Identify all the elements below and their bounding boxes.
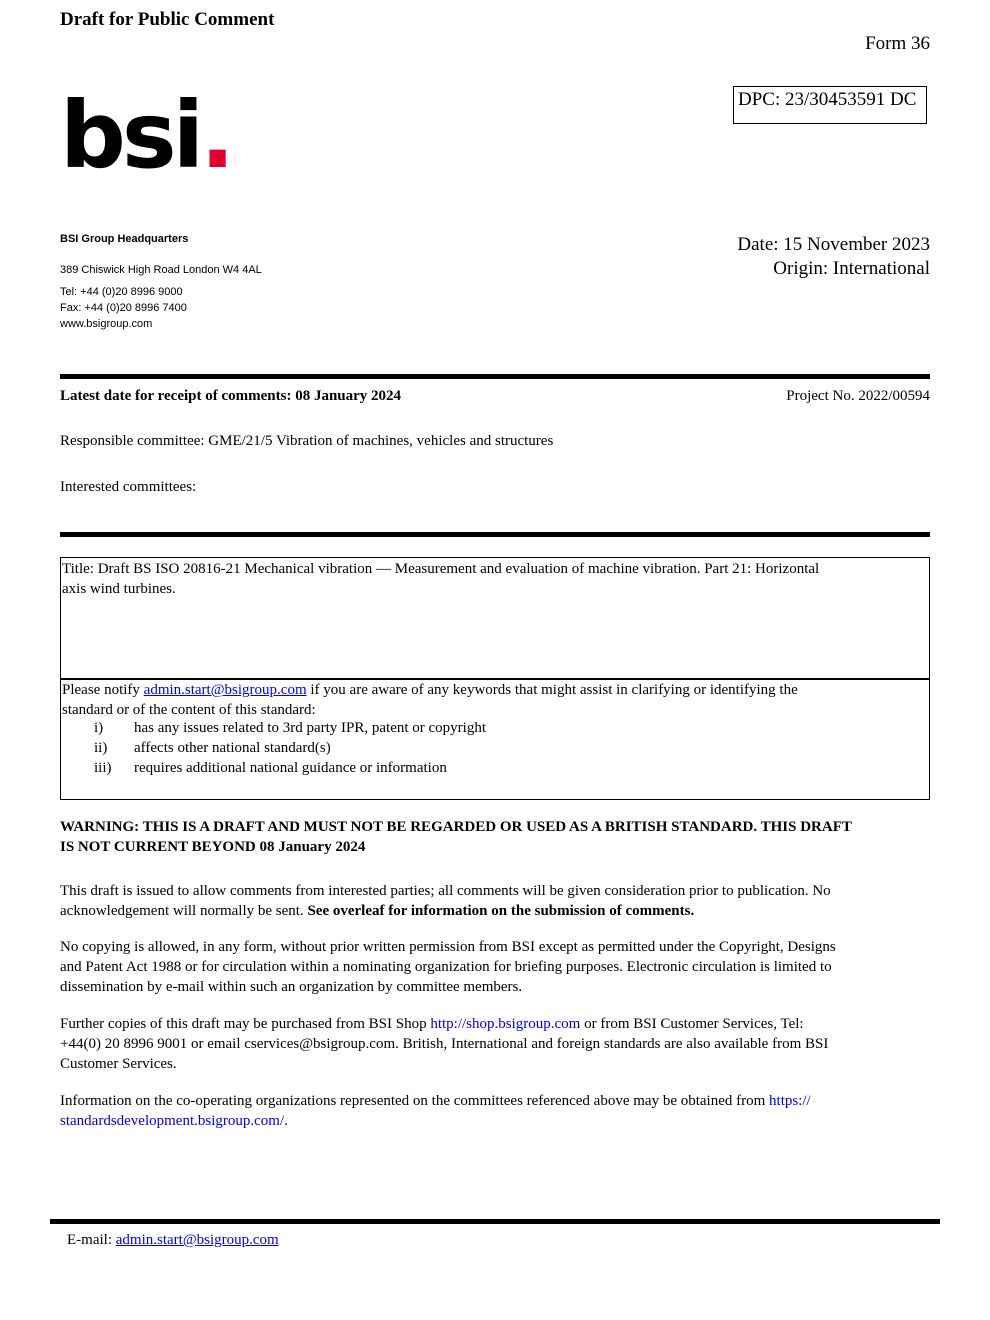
divider-middle <box>60 532 930 537</box>
notify-prefix: Please notify <box>62 682 144 698</box>
paragraph-text: Further copies of this draft may be purchased from BSI Shop <box>60 1016 431 1032</box>
hq-fax: Fax: +44 (0)20 8996 7400 <box>60 302 187 314</box>
bsi-shop-link[interactable]: http://shop.bsigroup.com <box>430 1016 581 1032</box>
warning-line-2: IS NOT CURRENT BEYOND 08 January 2024 <box>60 839 366 855</box>
hq-web: www.bsigroup.com <box>60 318 153 330</box>
notify-line-1 <box>62 680 798 700</box>
notify-suffix: if you are aware of any keywords that might assist in clarifying or identifying the <box>306 682 798 698</box>
dpc-ref-box <box>733 86 927 124</box>
paragraph-line: No copying is allowed, in any form, without prior written permission from BSI except as permitted under the Copyright, Designs <box>60 939 836 955</box>
paragraph-line <box>60 1111 932 1131</box>
notify-email-link[interactable]: admin.start@bsigroup.com <box>143 682 307 698</box>
see-overleaf-text: See overleaf for information on the submission of comments. <box>307 903 695 919</box>
notify-item-number: iii) <box>94 760 112 776</box>
title-line-1: Title: Draft BS ISO 20816-21 Mechanical vibration — Measurement and evaluation of machine vibration. Part 21: Horizontal <box>62 561 820 577</box>
standards-development-link-part2[interactable]: standardsdevelopment.bsigroup.com/ <box>60 1113 285 1129</box>
doc-date: Date: 15 November 2023 <box>737 234 930 255</box>
title-line-2: axis wind turbines. <box>62 581 176 597</box>
paragraph-line: Customer Services. <box>60 1056 177 1072</box>
notify-item-text: affects other national standard(s) <box>134 740 331 756</box>
bsi-logo-dot: . <box>200 82 232 189</box>
notify-item-number: i) <box>94 720 104 736</box>
footer-email-link[interactable]: admin.start@bsigroup.com <box>115 1232 279 1248</box>
warning-text <box>60 817 932 857</box>
hq-address: 389 Chiswick High Road London W4 4AL <box>60 264 262 276</box>
form-label: Form 36 <box>865 33 930 54</box>
hq-tel: Tel: +44 (0)20 8996 9000 <box>60 286 183 298</box>
paragraph-line: +44(0) 20 8996 9001 or email cservices@bsigroup.com. British, International and foreign standards are also available from BSI <box>60 1036 829 1052</box>
paragraph-organizations <box>60 1091 932 1131</box>
warning-line-1: WARNING: THIS IS A DRAFT AND MUST NOT BE REGARDED OR USED AS A BRITISH STANDARD. THIS DRAFT <box>60 819 852 835</box>
paragraph-line: and Patent Act 1988 or for circulation within a nominating organization for briefing purposes. Electronic circulation is limited to <box>60 959 832 975</box>
bsi-logo <box>60 82 232 189</box>
hq-name: BSI Group Headquarters <box>60 233 189 245</box>
latest-comment-date: Latest date for receipt of comments: 08 January 2024 <box>60 388 402 404</box>
divider-top <box>60 374 930 379</box>
project-number: Project No. 2022/00594 <box>786 388 930 404</box>
paragraph-text: . <box>284 1113 288 1129</box>
paragraph-line <box>60 901 932 921</box>
notify-line-2: standard or of the content of this standard: <box>62 702 316 718</box>
paragraph-line: This draft is issued to allow comments from interested parties; all comments will be given consideration prior to publication. No <box>60 883 831 899</box>
standards-development-link-part1[interactable]: https:// <box>769 1093 811 1109</box>
doc-origin: Origin: International <box>773 258 930 279</box>
paragraph-copyright <box>60 937 932 997</box>
paragraph-issue <box>60 881 932 921</box>
paragraph-text: acknowledgement will normally be sent. <box>60 903 308 919</box>
paragraph-line <box>60 1014 932 1034</box>
footer-email-label: E-mail: <box>67 1232 116 1248</box>
paragraph-copies <box>60 1014 932 1074</box>
paragraph-text: Information on the co-operating organizations represented on the committees referenced above may be obtained from <box>60 1093 770 1109</box>
divider-footer <box>50 1219 940 1224</box>
notify-item-text: has any issues related to 3rd party IPR, patent or copyright <box>134 720 487 736</box>
footer-email <box>67 1232 279 1249</box>
notify-item-number: ii) <box>94 740 108 756</box>
paragraph-text: or from BSI Customer Services, Tel: <box>580 1016 804 1032</box>
notify-box <box>60 678 930 800</box>
paragraph-line: dissemination by e-mail within such an organization by committee members. <box>60 979 523 995</box>
bsi-logo-text: bsi <box>60 82 201 189</box>
responsible-committee: Responsible committee: GME/21/5 Vibration of machines, vehicles and structures <box>60 433 554 449</box>
draft-label: Draft for Public Comment <box>60 9 275 30</box>
interested-committees: Interested committees: <box>60 479 197 495</box>
dpc-ref: DPC: 23/30453591 DC <box>738 89 917 110</box>
notify-item-text: requires additional national guidance or information <box>134 760 447 776</box>
title-box <box>60 557 930 680</box>
paragraph-line <box>60 1091 932 1111</box>
